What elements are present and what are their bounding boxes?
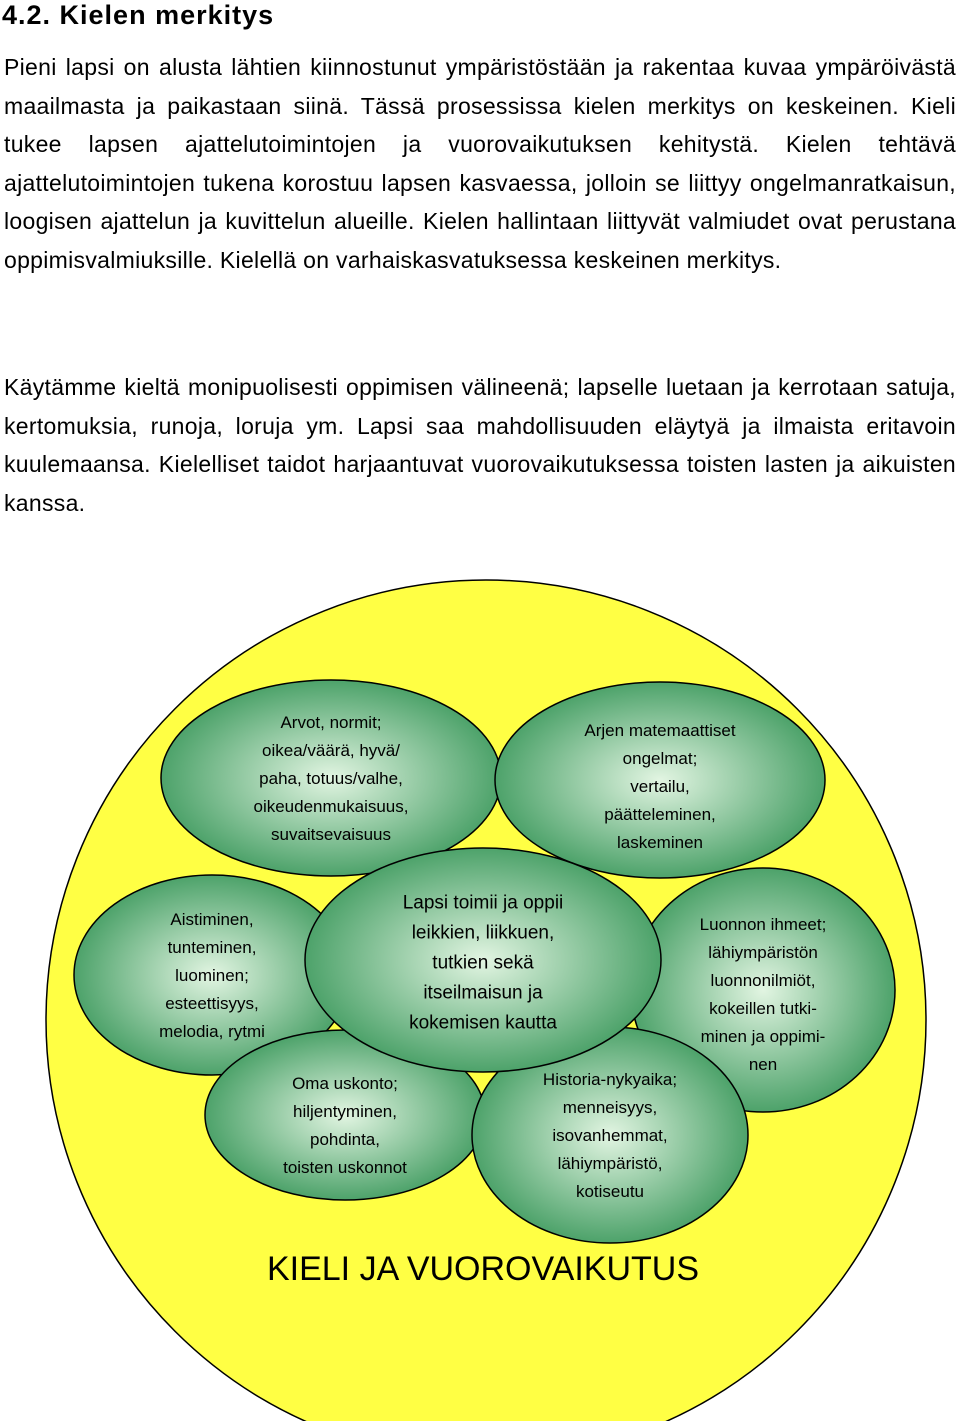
bubble-values-line: Arvot, normit; — [280, 712, 382, 732]
bubble-values-line: oikea/väärä, hyvä/ — [262, 740, 400, 760]
bubble-center-line: itseilmaisun ja — [423, 982, 543, 1004]
bubble-history-line: kotiseutu — [575, 1181, 645, 1201]
bubble-senses-line: Aistiminen, — [170, 909, 254, 929]
bubble-center-line: kokemisen kautta — [409, 1012, 557, 1034]
bubble-math-line: laskeminen — [617, 832, 703, 852]
bubble-math-line: Arjen matemaattiset — [584, 720, 736, 740]
bubble-history-line: menneisyys, — [562, 1097, 658, 1117]
bubble-religion-line: hiljentyminen, — [293, 1101, 397, 1121]
bubble-senses-line: esteettisyys, — [165, 993, 259, 1013]
bubble-nature-line: lähiympäristön — [708, 942, 818, 962]
bubble-values — [161, 680, 501, 876]
section-heading: 4.2. Kielen merkitys — [2, 0, 275, 30]
bubble-values-line: suvaitsevaisuus — [270, 824, 392, 844]
bubble-center-line: tutkien sekä — [432, 952, 534, 974]
bubble-math — [495, 682, 825, 878]
bubble-senses-line: tunteminen, — [167, 937, 257, 957]
bubble-center-line: Lapsi toimii ja oppii — [402, 892, 564, 914]
bubble-values-line: oikeudenmukaisuus, — [253, 796, 409, 816]
bubble-center-line: leikkien, liikkuen, — [411, 922, 555, 944]
bubble-center — [305, 848, 661, 1072]
bubble-history-line: lähiympäristö, — [557, 1153, 663, 1173]
bubble-math-line: päätteleminen, — [604, 804, 716, 824]
bubble-religion-line: toisten uskonnot — [283, 1157, 407, 1177]
bubble-history-line: isovanhemmat, — [552, 1125, 668, 1145]
bubble-nature-line: kokeillen tutki- — [709, 998, 817, 1018]
bubble-values-line: paha, totuus/valhe, — [259, 768, 403, 788]
bubble-nature-line: luonnonilmiöt, — [710, 970, 816, 990]
paragraph-2: Käytämme kieltä monipuolisesti oppimisen välineenä; lapselle luetaan ja kerrotaan satuja, kertomuksia, runoja, loruja ym. Lapsi saa mahdollisuuden eläytyä ja ilmaista eritavoin kuulemaansa. Kielelliset taidot harjaantuvat vuorovaikutuksessa toisten lasten ja aikuisten kanssa. — [4, 374, 956, 516]
bubble-math-line: ongelmat; — [622, 748, 698, 768]
paragraph-1: Pieni lapsi on alusta lähtien kiinnostunut ympäristöstään ja rakentaa kuvaa ympäröivästä maailmasta ja paikastaan siinä. Tässä prosessissa kielen merkitys on keskeinen. Kieli tukee lapsen ajattelutoimintojen ja vuorovaikutuksen kehitystä. Kielen tehtävä ajattelutoimintojen tukena korostuu lapsen kasvaessa, jolloin se liittyy ongelmanratkaisun, loogisen ajattelun ja kuvittelun alueille. Kielen hallintaan liittyvät valmiudet ovat perustana oppimisvalmiuksille. Kielellä on varhaiskasvatuksessa keskeinen merkitys. — [4, 54, 956, 273]
bubble-math-line: vertailu, — [630, 776, 690, 796]
bubble-nature-line: minen ja oppimi- — [700, 1026, 826, 1046]
bubble-religion-line: Oma uskonto; — [292, 1073, 398, 1093]
bubble-nature-line: Luonnon ihmeet; — [699, 914, 827, 934]
bubble-senses-line: melodia, rytmi — [159, 1021, 265, 1041]
diagram-title: KIELI JA VUOROVAIKUTUS — [266, 1250, 700, 1288]
bubble-history-line: Historia-nykyaika; — [542, 1069, 678, 1089]
bubble-nature-line: nen — [748, 1054, 778, 1074]
bubble-senses-line: luominen; — [175, 965, 249, 985]
bubble-religion-line: pohdinta, — [310, 1129, 380, 1149]
